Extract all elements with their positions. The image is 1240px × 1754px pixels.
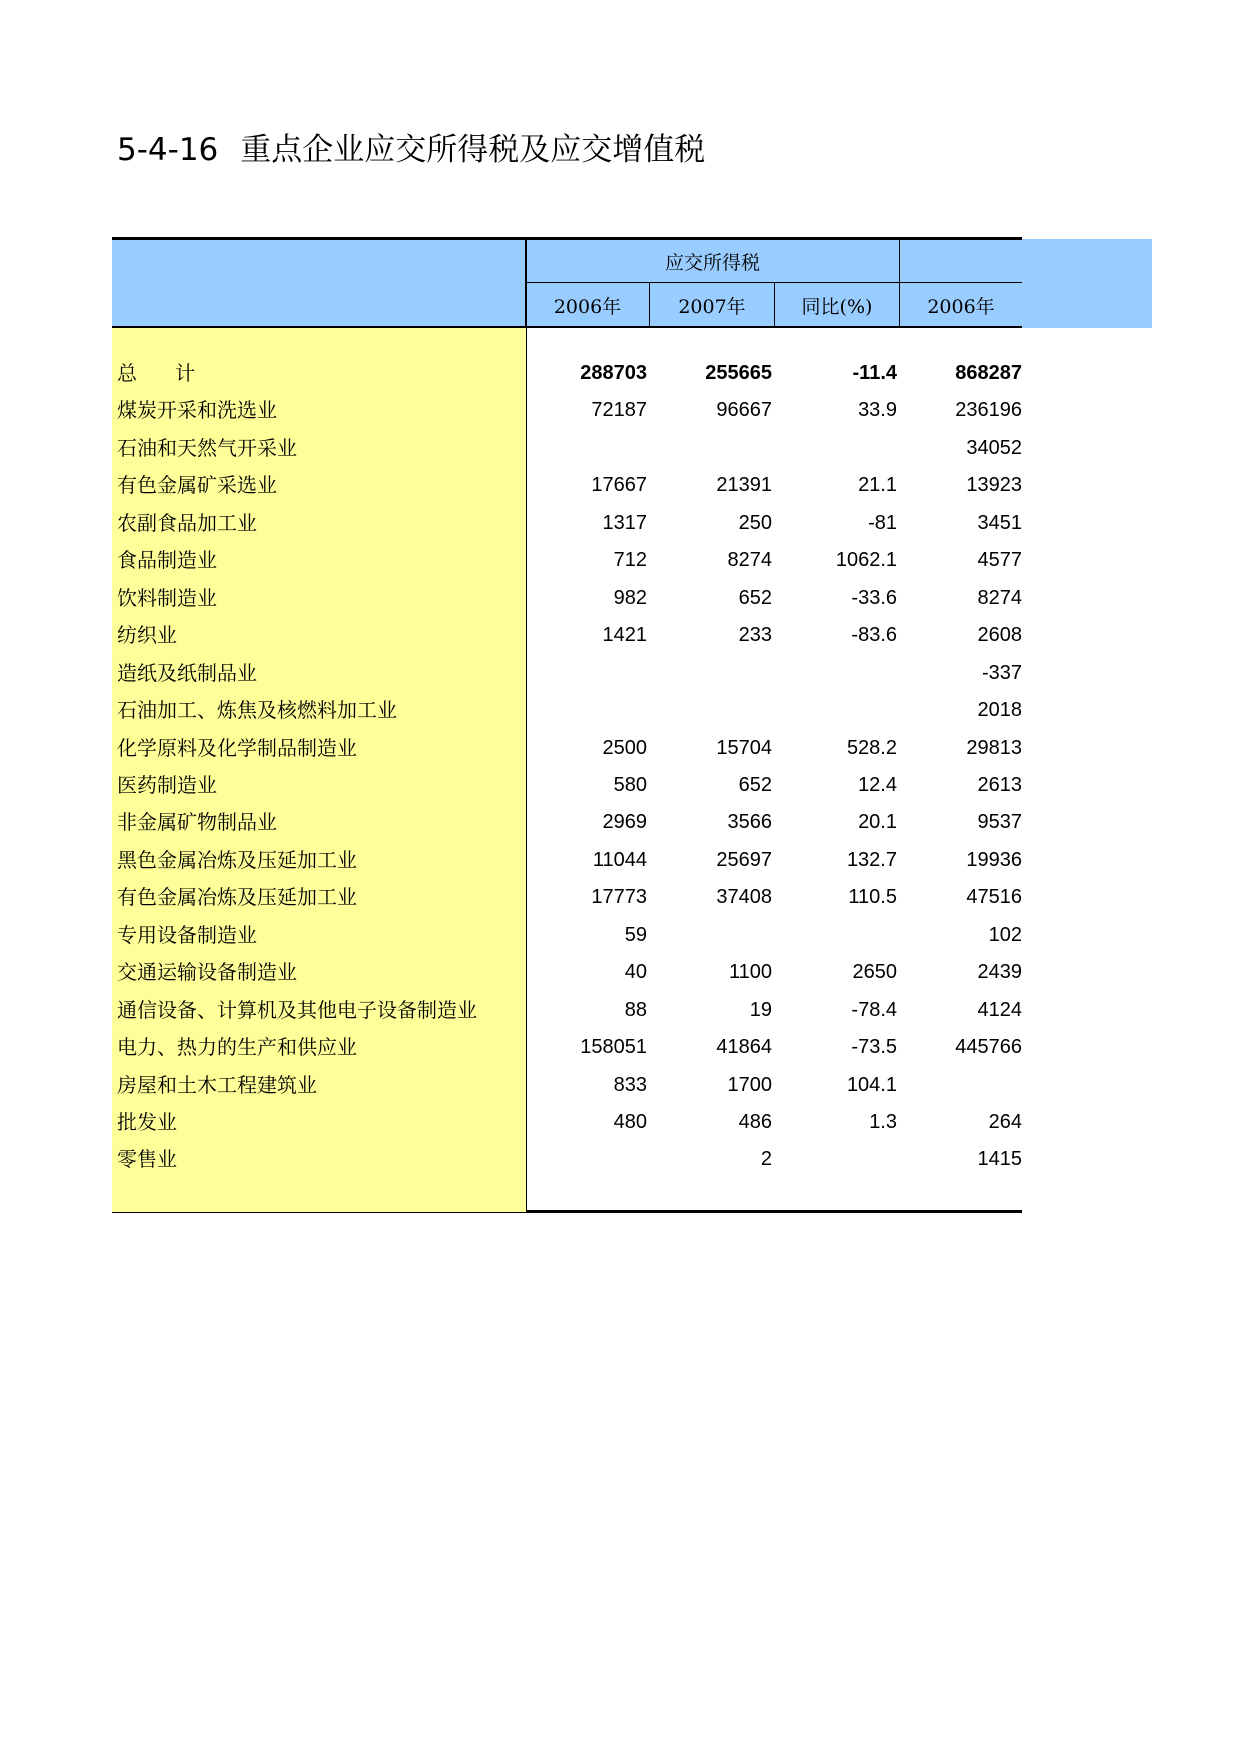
row-value-4: 47516 <box>966 886 1022 909</box>
row-value-3: 12.4 <box>858 773 897 796</box>
table-row <box>0 879 1240 916</box>
row-value-2: 8274 <box>727 549 772 572</box>
row-value-1: 1421 <box>602 624 647 647</box>
table-row <box>0 542 1240 579</box>
row-value-1: 480 <box>613 1111 647 1133</box>
row-value-2: 41864 <box>716 1036 772 1059</box>
row-value-4: 9537 <box>977 811 1022 834</box>
row-value-2: 96667 <box>716 399 772 422</box>
row-value-4: 868287 <box>955 362 1022 384</box>
row-value-4: 2608 <box>977 624 1022 647</box>
row-label: 总 计 <box>117 361 196 385</box>
table-row <box>0 1067 1240 1104</box>
table-row <box>0 392 1240 429</box>
row-value-3: 528.2 <box>846 736 897 759</box>
table-row <box>0 730 1240 767</box>
row-value-4: 4577 <box>977 549 1022 572</box>
row-value-1: 72187 <box>591 399 647 422</box>
row-value-1: 40 <box>624 961 647 984</box>
row-label: 饮料制造业 <box>117 585 217 610</box>
row-value-2: 21391 <box>716 474 772 497</box>
row-value-3: 104.1 <box>846 1073 897 1096</box>
row-value-4: -337 <box>981 661 1022 684</box>
header-col-2007: 2007年 <box>678 296 746 318</box>
row-value-1: 288703 <box>580 362 647 384</box>
row-label: 化学原料及化学制品制造业 <box>117 735 357 760</box>
row-label: 零售业 <box>117 1147 177 1172</box>
row-value-2: 37408 <box>716 886 772 909</box>
header-income-tax: 应交所得税 <box>664 252 760 274</box>
row-label: 石油和天然气开采业 <box>117 435 297 460</box>
top-rule <box>112 237 1022 240</box>
row-value-3: -33.6 <box>851 586 897 609</box>
row-value-2: 1100 <box>728 961 772 984</box>
row-value-2: 2 <box>760 1148 772 1171</box>
row-label: 电力、热力的生产和供应业 <box>117 1035 357 1060</box>
row-value-4: 264 <box>988 1111 1022 1133</box>
row-value-2: 652 <box>738 586 772 609</box>
row-label: 煤炭开采和洗选业 <box>117 398 277 423</box>
row-value-4: 2613 <box>977 773 1022 796</box>
row-value-3: 21.1 <box>858 474 897 497</box>
table-row <box>0 355 1240 392</box>
table-row <box>0 842 1240 879</box>
table-row <box>0 617 1240 654</box>
row-value-2: 255665 <box>705 362 772 384</box>
table-row <box>0 1104 1240 1141</box>
row-value-4: 19936 <box>966 848 1022 871</box>
row-value-3: -73.5 <box>851 1036 897 1059</box>
row-label: 农副食品加工业 <box>117 510 257 535</box>
page-title <box>117 124 705 169</box>
row-value-3: 33.9 <box>858 399 897 422</box>
row-value-3: -83.6 <box>851 624 897 647</box>
row-value-1: 2500 <box>602 736 647 759</box>
row-label: 造纸及纸制品业 <box>117 660 257 685</box>
table-row <box>0 1029 1240 1066</box>
row-label: 石油加工、炼焦及核燃料加工业 <box>117 698 397 723</box>
row-value-4: 2018 <box>977 699 1022 722</box>
row-value-2: 486 <box>738 1111 772 1133</box>
table-row <box>0 917 1240 954</box>
row-value-1: 17667 <box>591 474 647 497</box>
row-value-3: 110.5 <box>848 886 897 909</box>
row-label: 食品制造业 <box>117 548 217 573</box>
row-value-3: 1.3 <box>869 1111 897 1133</box>
row-value-4: 8274 <box>977 586 1022 609</box>
row-value-1: 88 <box>624 998 647 1021</box>
row-value-2: 233 <box>738 624 772 647</box>
row-value-4: 13923 <box>966 474 1022 497</box>
row-value-4: 445766 <box>955 1036 1022 1059</box>
row-label: 批发业 <box>117 1110 177 1134</box>
row-value-1: 833 <box>613 1073 647 1096</box>
table-row <box>0 767 1240 804</box>
row-value-4: 3451 <box>977 511 1022 534</box>
row-value-2: 652 <box>738 773 772 796</box>
row-value-3: 20.1 <box>858 811 897 834</box>
row-value-1: 580 <box>613 773 647 796</box>
row-value-4: 2439 <box>977 961 1022 984</box>
table-number: 5-4-16 <box>117 132 219 168</box>
header-col-yoy: 同比(%) <box>801 296 873 318</box>
row-label: 非金属矿物制品业 <box>117 810 277 835</box>
table-row <box>0 1141 1240 1178</box>
row-value-2: 1700 <box>727 1073 772 1096</box>
row-value-3: -81 <box>868 511 897 534</box>
row-value-1: 712 <box>613 549 647 572</box>
row-value-3: 132.7 <box>846 848 897 871</box>
row-label: 黑色金属冶炼及压延加工业 <box>117 847 357 872</box>
row-value-3: -11.4 <box>852 362 897 384</box>
row-value-3: 1062.1 <box>835 549 897 572</box>
row-label: 房屋和土木工程建筑业 <box>117 1072 317 1097</box>
table-row <box>0 430 1240 467</box>
row-label: 专用设备制造业 <box>117 922 257 947</box>
row-label: 医药制造业 <box>117 772 217 797</box>
row-value-4: 1415 <box>977 1148 1022 1171</box>
table-row <box>0 954 1240 991</box>
header-col-2006-vat: 2006年 <box>927 296 995 318</box>
row-value-2: 15704 <box>716 736 772 759</box>
row-value-2: 3566 <box>727 811 772 834</box>
row-value-4: 29813 <box>966 736 1022 759</box>
row-label: 有色金属矿采选业 <box>117 473 277 498</box>
table-row <box>0 692 1240 729</box>
row-value-3: -78.4 <box>851 998 897 1021</box>
row-value-1: 1317 <box>602 511 647 534</box>
row-value-2: 25697 <box>716 848 772 871</box>
table-title: 重点企业应交所得税及应交增值税 <box>240 132 706 168</box>
row-value-4: 102 <box>988 923 1022 946</box>
row-label: 通信设备、计算机及其他电子设备制造业 <box>117 997 477 1022</box>
header-col-2006: 2006年 <box>553 296 622 318</box>
row-value-1: 982 <box>613 586 647 609</box>
table-row <box>0 992 1240 1029</box>
table-row <box>0 580 1240 617</box>
row-label: 交通运输设备制造业 <box>117 960 297 985</box>
table-row <box>0 804 1240 841</box>
row-value-1: 17773 <box>591 886 647 909</box>
row-value-4: 236196 <box>955 399 1022 422</box>
row-label: 有色金属冶炼及压延加工业 <box>117 885 357 910</box>
row-value-4: 4124 <box>977 998 1022 1021</box>
table-row <box>0 467 1240 504</box>
row-value-2: 250 <box>738 511 772 534</box>
table-row <box>0 655 1240 692</box>
row-label: 纺织业 <box>117 623 177 648</box>
row-value-1: 158051 <box>580 1036 647 1059</box>
row-value-4: 34052 <box>966 436 1022 459</box>
row-value-3: 2650 <box>852 961 897 984</box>
row-value-1: 2969 <box>602 811 647 834</box>
row-value-2: 19 <box>749 998 772 1021</box>
row-value-1: 11044 <box>592 848 647 871</box>
row-value-1: 59 <box>624 923 647 946</box>
table-row <box>0 505 1240 542</box>
